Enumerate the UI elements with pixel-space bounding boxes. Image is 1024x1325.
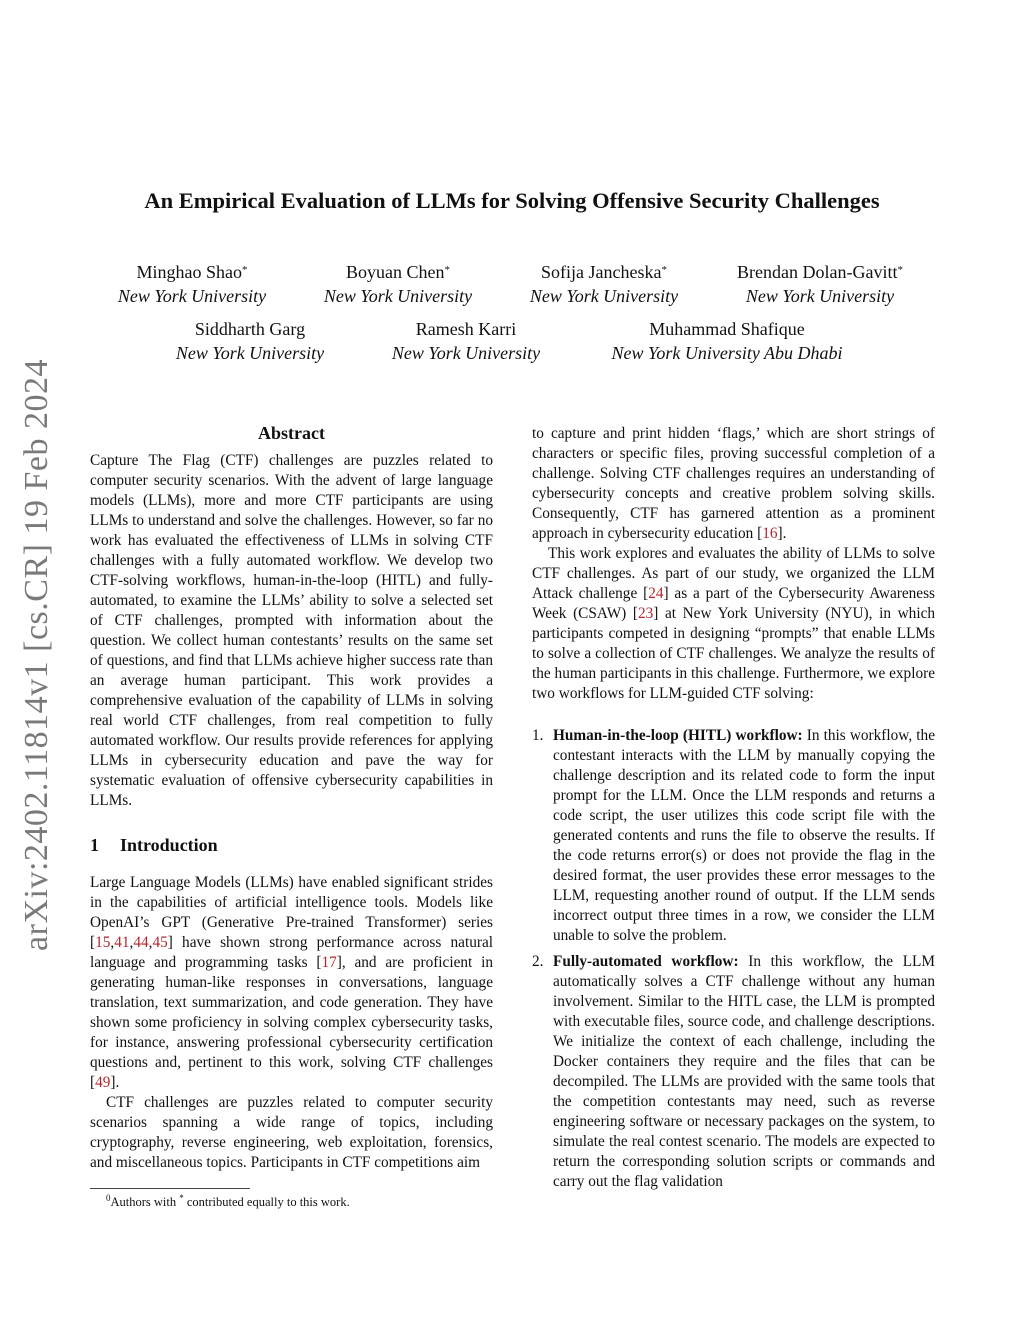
intro-paragraph-4: This work explores and evaluates the ability of LLMs to solve CTF challenges. As part of our study, we organized the LLM Attack challenge [24] as a part of the Cybersecurity Awareness Week (CSAW) [23] at New York University (NYU), in which participants competed in designing “prompts” that enable LLMs to solve a collection of CTF challenges. We analyze the results of the human participants in this challenge. Furthermore, we explore two workflows for LLM-guided CTF solving:	[532, 545, 936, 702]
abstract-text: Capture The Flag (CTF) challenges are puzzles related to computer security scenarios. With the advent of large language models (LLMs), more and more CTF participants are using LLMs to understand and solve the challenges. However, so far no work has evaluated the effectiveness of LLMs in solving CTF challenges with a fully automated workflow. We develop two CTF-solving workflows, human-in-the-loop (HITL) and fully-automated, to examine the LLMs’ ability to solve a selected set of CTF challenges, prompted with information about the question. We collect human contestants’ results on the same set of questions, and find that LLMs achieve higher success rate than an average human participant. This work provides a comprehensive evaluation of the capability of LLMs in solving real world CTF challenges, from real competition to fully automated workflow. Our results provide references for applying LLMs in cybersecurity education and pave the way for systematic evaluation of offensive cybersecurity capabilities in LLMs.	[90, 452, 493, 809]
author-name: Brendan Dolan-Gavitt	[737, 262, 898, 282]
citation-link[interactable]: 44	[133, 934, 149, 951]
footnote-number: 0	[106, 1193, 111, 1203]
equal-contribution-mark: *	[897, 264, 903, 276]
author-affiliation: New York University	[175, 343, 325, 363]
section-number: 1	[90, 835, 99, 855]
author-affiliation: New York University	[391, 343, 541, 363]
author-name: Muhammad Shafique	[649, 319, 805, 339]
list-item	[532, 952, 935, 1192]
paper-title: An Empirical Evaluation of LLMs for Solving Offensive Security Challenges	[144, 188, 880, 213]
citation-link[interactable]: 16	[762, 525, 778, 542]
list-marker: 2.	[532, 953, 544, 970]
workflow-description: In this workflow, the LLM automatically solves a CTF challenge without any human involvement. Similar to the HITL case, the LLM is prompted with executable files, source code, and challenge descriptions. We initialize the context of each challenge, including the Docker containers they require and the files that can be decompiled. The LLMs are provided with the same tools that the competition contestants may need, such as reverse engineering software or necessary packages on the system, to simulate the real contest scenario. The models are expected to return the corresponding solution scripts or commands and carry out the flag validation	[553, 953, 935, 1190]
author-name: Boyuan Chen	[346, 262, 445, 282]
equal-contribution-mark: *	[179, 1193, 184, 1203]
left-column	[90, 421, 493, 1173]
right-column	[532, 424, 935, 1198]
workflow-label: Fully-automated workflow:	[553, 953, 739, 970]
arxiv-identifier: arXiv:2402.11814v1 [cs.CR] 19 Feb 2024	[18, 359, 56, 951]
workflow-list	[532, 726, 935, 1192]
list-item	[532, 726, 935, 946]
citation-link[interactable]: 24	[648, 585, 664, 602]
author-block	[514, 260, 694, 308]
footnote-divider	[90, 1188, 250, 1189]
intro-paragraph-2: CTF challenges are puzzles related to computer security scenarios spanning a wide range of topics, including cryptography, reverse engineering, web exploitation, forensics, and miscellaneous topics. Participants in CTF competitions aim	[90, 1094, 493, 1171]
author-affiliation: New York University	[117, 286, 267, 306]
author-block	[102, 260, 282, 308]
author-affiliation: New York University	[323, 286, 473, 306]
author-block	[720, 260, 920, 308]
list-marker: 1.	[532, 727, 544, 744]
citation-link[interactable]: 23	[637, 605, 654, 622]
author-block	[592, 317, 862, 365]
citation-link[interactable]: 17	[321, 954, 337, 971]
equal-contribution-mark: *	[242, 264, 248, 276]
citation-link[interactable]: 45	[152, 934, 168, 951]
author-name: Sofija Jancheska	[541, 262, 662, 282]
citation-link[interactable]: 41	[114, 934, 130, 951]
author-block	[308, 260, 488, 308]
author-affiliation: New York University	[745, 286, 895, 306]
author-name: Minghao Shao	[136, 262, 242, 282]
abstract-heading: Abstract	[258, 423, 325, 443]
equal-contribution-mark: *	[444, 264, 450, 276]
author-affiliation: New York University	[529, 286, 679, 306]
equal-contribution-mark: *	[661, 264, 667, 276]
author-affiliation: New York University Abu Dhabi	[611, 343, 843, 363]
intro-paragraph-1: Large Language Models (LLMs) have enabled significant strides in the capabilities of artificial intelligence tools. Models like OpenAI’s GPT (Generative Pre-trained Transformer) series [15,41,44,45] have shown strong performance across natural language and programming tasks [17], and are proficient in generating human-like responses in conversations, language translation, text summarization, and code generation. They have shown some proficiency in solving complex cybersecurity tasks, for instance, answering professional cybersecurity certification questions and, pertinent to this work, solving CTF challenges [49].	[90, 874, 493, 1091]
workflow-label: Human-in-the-loop (HITL) workflow:	[553, 727, 803, 744]
workflow-description: In this workflow, the contestant interacts with the LLM by manually copying the challenge description and its related code to form the input prompt for the LLM. Once the LLM responds and returns a code script, the user utilizes this code script file with the generated contents and runs the file to observe the results. If the code returns error(s) or does not provide the flag in the desired format, the user provides these error messages to the LLM, requesting another round of output. If the LLM sends incorrect output three times in a row, we consider the LLM unable to solve the problem.	[553, 727, 935, 944]
footnote: $^0$Authors with * contributed equally to this work.	[106, 1193, 350, 1210]
intro-paragraph-3: to capture and print hidden ‘flags,’ which are short strings of characters or specific files, proving successful completion of a challenge. Solving CTF challenges requires an understanding of cybersecurity concepts and creative problem solving skills. Consequently, CTF has garnered attention as a prominent approach in cybersecurity education [16].	[532, 425, 935, 542]
author-block	[160, 317, 340, 365]
author-name: Siddharth Garg	[194, 319, 306, 339]
citation-link[interactable]: 15	[95, 934, 111, 951]
section-title: Introduction	[120, 835, 218, 855]
author-name: Ramesh Karri	[415, 319, 517, 339]
section-heading-introduction	[90, 833, 493, 857]
author-block	[376, 317, 556, 365]
citation-link[interactable]: 49	[95, 1074, 111, 1091]
